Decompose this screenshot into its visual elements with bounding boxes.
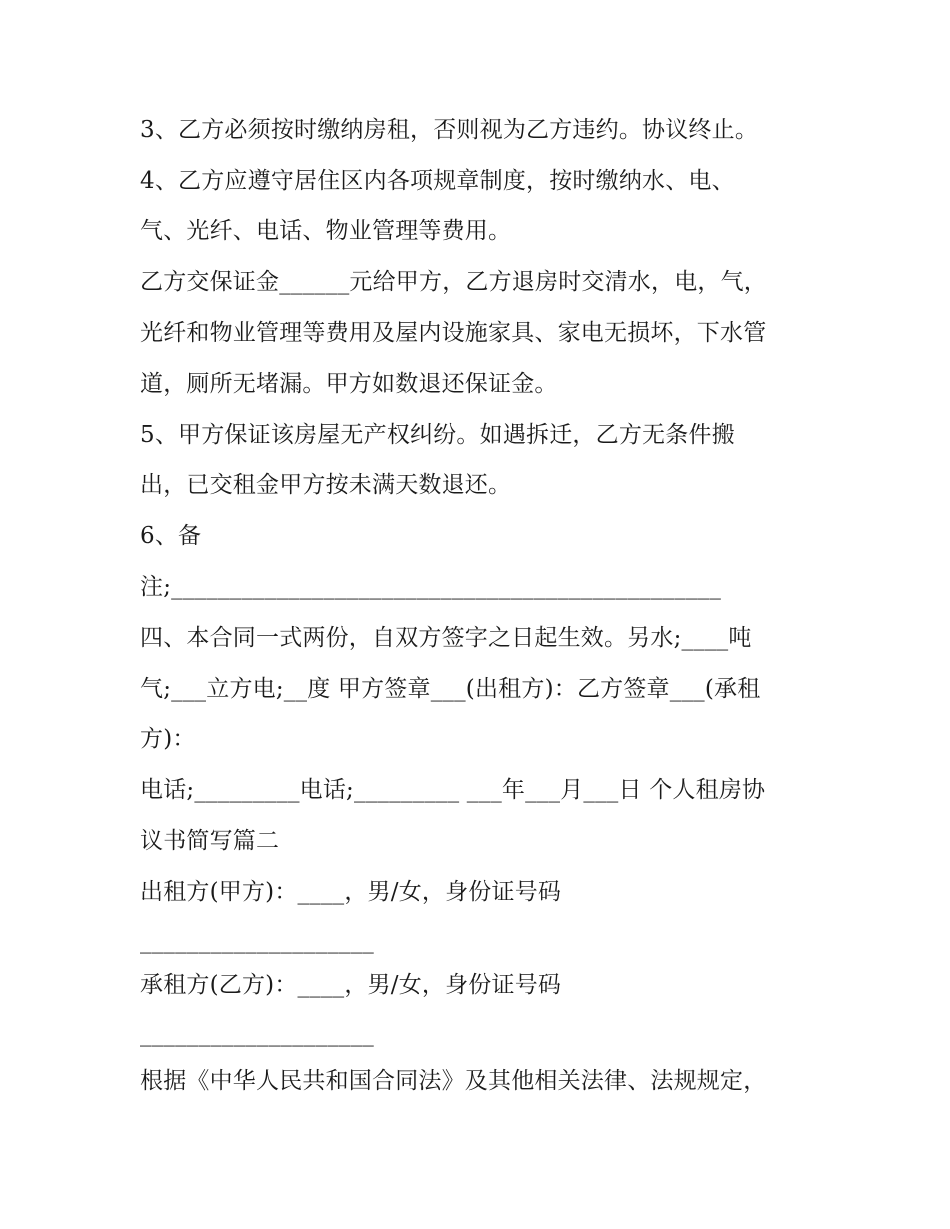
text-line: 四、本合同一式两份，自双方签字之日起生效。另水;____吨: [140, 625, 752, 651]
text-line: 气、光纤、电话、物业管理等费用。: [140, 218, 512, 244]
text-line: 5、甲方保证该房屋无产权纠纷。如遇拆迁，乙方无条件搬: [140, 422, 735, 448]
text-line: 承租方(乙方)：____，男/女，身份证号码: [140, 972, 562, 998]
text-line: 电话;_________电话;_________ ___年___月___日 个人租房协: [140, 777, 766, 803]
text-line: 根据《中华人民共和国合同法》及其他相关法律、法规规定，: [140, 1068, 767, 1094]
text-line: 议书简写篇二: [140, 828, 280, 854]
text-line: 注;_______________________________________________: [140, 574, 722, 600]
text-line: 乙方交保证金______元给甲方，乙方退房时交清水，电，气，: [140, 269, 767, 295]
text-line: 3、乙方必须按时缴纳房租，否则视为乙方违约。协议终止。: [140, 117, 759, 143]
text-line: ____________________: [140, 928, 374, 954]
text-line: 4、乙方应遵守居住区内各项规章制度，按时缴纳水、电、: [140, 168, 735, 194]
text-line: 光纤和物业管理等费用及屋内设施家具、家电无损坏，下水管: [140, 320, 767, 346]
text-line: 气;___立方电;__度 甲方签章___(出租方)：乙方签章___(承租: [140, 676, 761, 702]
text-line: 6、备: [140, 523, 202, 549]
text-line: 道，厕所无堵漏。甲方如数退还保证金。: [140, 371, 558, 397]
text-line: 出租方(甲方)：____，男/女，身份证号码: [140, 879, 562, 905]
text-line: 方)：: [140, 726, 196, 752]
text-line: 出，已交租金甲方按未满天数退还。: [140, 472, 512, 498]
text-line: ____________________: [140, 1021, 374, 1047]
